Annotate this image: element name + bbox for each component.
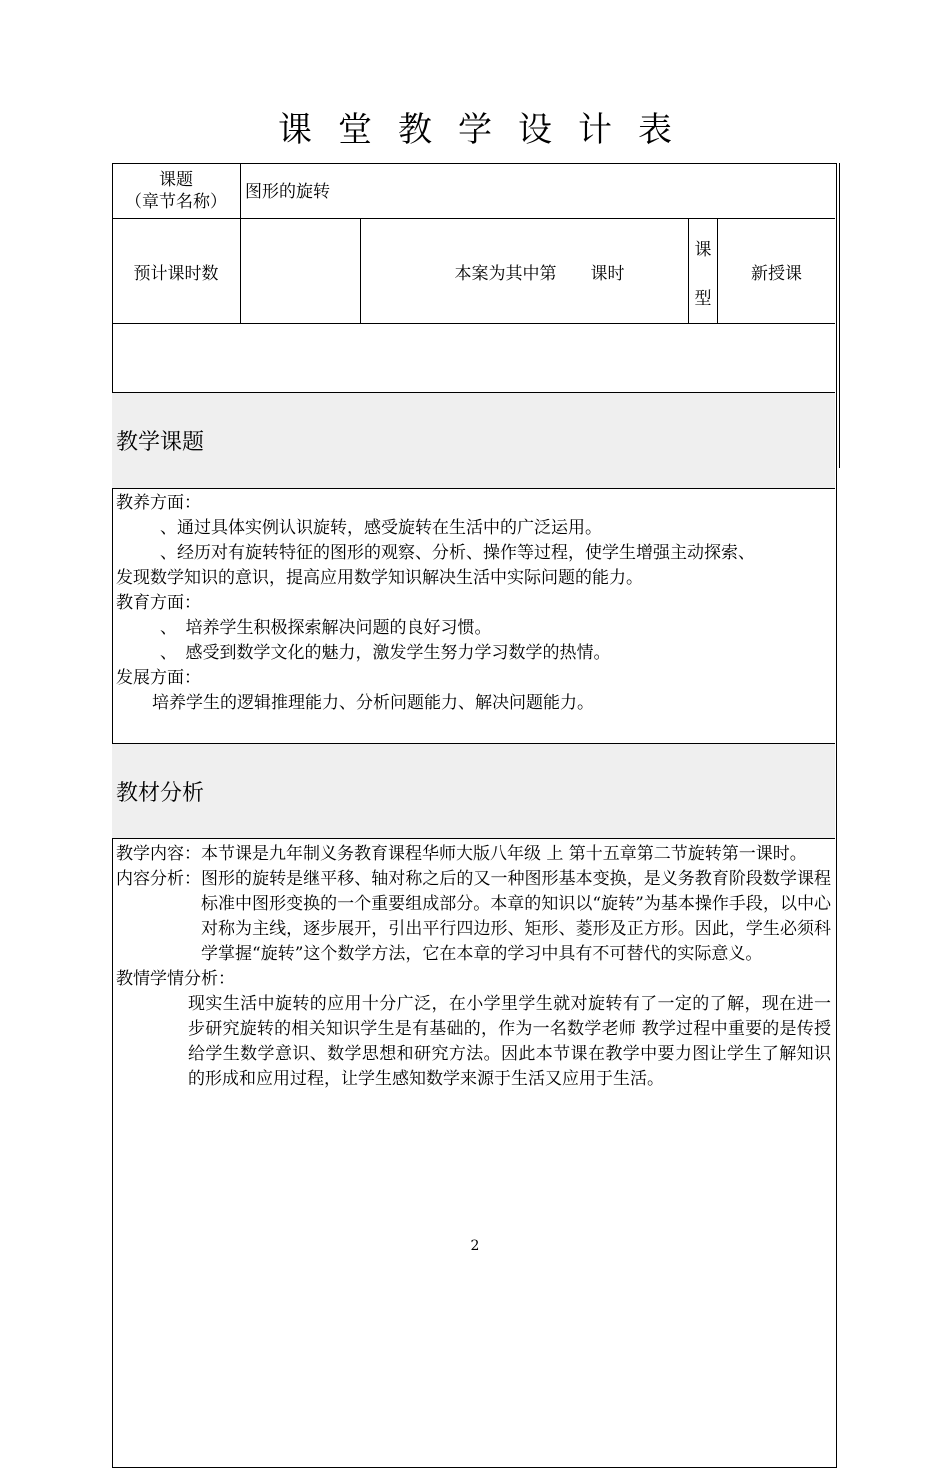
goals-line: 、经历对有旋转特征的图形的观察、分析、操作等过程，使学生增强主动探索、	[160, 543, 755, 563]
topic-label	[112, 163, 240, 218]
page-title: 课堂教学设计表	[278, 110, 698, 150]
material-analysis	[112, 839, 835, 1467]
hours-value	[240, 219, 360, 323]
goals-line: 、 感受到数学文化的魅力，激发学生努力学习数学的热情。	[160, 643, 611, 663]
teaching-goals	[112, 489, 835, 744]
teaching-content-text: 本节课是九年制义务教育课程华师大版八年级 上 第十五章第二节旋转第一课时。	[201, 844, 807, 864]
topic-label-line1: 课题	[159, 169, 193, 190]
content-analysis	[116, 867, 831, 967]
situation-label: 教情学情分析：	[116, 969, 235, 989]
teaching-content	[116, 842, 831, 867]
goals-line: 、通过具体实例认识旋转，感受旋转在生活中的广泛运用。	[160, 518, 602, 538]
session-text-label: 本案为其中第 课时	[454, 263, 625, 284]
section-heading-material-analysis: 教材分析	[112, 744, 835, 839]
type-value: 新授课	[717, 219, 835, 323]
topic-row	[112, 163, 835, 219]
goals-line: 培养学生的逻辑推理能力、分析问题能力、解决问题能力。	[152, 693, 594, 713]
hours-label: 预计课时数	[133, 263, 219, 284]
topic-value: 图形的旋转	[240, 163, 835, 218]
goals-line: 发展方面：	[116, 668, 201, 688]
type-label-line1: 课	[694, 240, 712, 260]
goals-line: 发现数学知识的意识，提高应用数学知识解决生活中实际问题的能力。	[116, 568, 643, 588]
section-heading-teaching-topic: 教学课题	[112, 393, 835, 489]
session-text	[360, 219, 688, 323]
type-label	[688, 219, 717, 323]
goals-line: 教育方面：	[116, 593, 201, 613]
blank-row	[112, 324, 835, 393]
goals-line: 教养方面：	[116, 493, 201, 513]
goals-line: 、 培养学生积极探索解决问题的良好习惯。	[160, 618, 492, 638]
teaching-content-label: 教学内容：	[116, 844, 201, 864]
type-label-line2: 型	[694, 289, 712, 309]
content-analysis-text: 图形的旋转是继平移、轴对称之后的又一种图形基本变换，是义务教育阶段数学课程标准中图形变换的一个重要组成部分。本章的知识以“旋转”为基本操作手段，以中心对称为主线，逐步展开，引出平行四边形、矩形、菱形及正方形。因此，学生必须科学掌握“旋转”这个数学方法，它在本章的学习中具有不可替代的实际意义。	[201, 869, 831, 964]
table-right-double-line	[839, 163, 840, 468]
lesson-table	[112, 163, 839, 1469]
content-analysis-label: 内容分析：	[116, 869, 201, 889]
topic-label-line2: （章节名称）	[125, 191, 227, 212]
situation-text: 现实生活中旋转的应用十分广泛，在小学里学生就对旋转有了一定的了解，现在进一步研究旋转的相关知识学生是有基础的，作为一名数学老师 教学过程中重要的是传授给学生数学意识、数学思想和研究方法。因此本节课在教学中要力图让学生了解知识的形成和应用过程，让学生感知数学来源于生活又应用于生活。	[188, 994, 831, 1089]
page-number: 2	[470, 1238, 480, 1254]
hours-row	[112, 219, 835, 324]
